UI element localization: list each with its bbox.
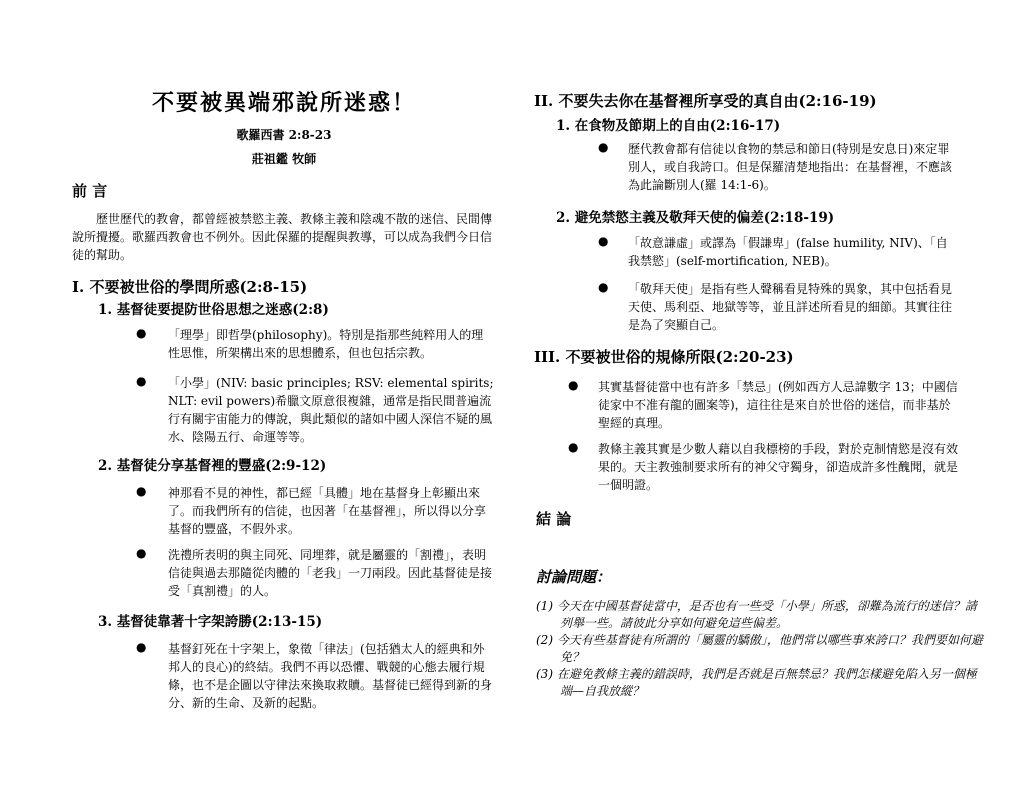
section-1-heading: I. 不要被世俗的學問所惑(2:8-15) <box>72 278 308 296</box>
section-1-1-bullet-1: 「理學」即哲學(philosophy)。特別是指那些純粹用人的理性思惟，所架構出來的思想體系，但也包括宗教。 <box>168 328 484 360</box>
section-3-heading: III. 不要被世俗的規條所限(2:20-23) <box>534 348 794 366</box>
bullet-icon: ● <box>136 546 147 560</box>
section-1-2-bullet-2: 洗禮所表明的與主同死、同埋葬，就是屬靈的「割禮」，表明信徒與過去那隨從肉體的「老我」一刀兩段。因此基督徒是接受「真割禮」的人。 <box>168 548 493 598</box>
discussion-question-1: (1) 今天在中國基督徒當中，是否也有一些受「小學」所惑，卻難為流行的迷信？請列舉一些。請彼此分享如何避免這些偏差。 <box>536 599 977 630</box>
bullet-icon: ● <box>598 234 609 248</box>
section-1-2-bullet-1: 神那看不見的神性，都已經「具體」地在基督身上彰顯出來了。而我們所有的信徒，也因著「在基督裡」，所以得以分享基督的豐盛，不假外求。 <box>168 486 487 536</box>
intro-paragraph: 歷世歷代的教會，都曾經被禁慾主義、教條主義和陰魂不散的迷信、民間傳說所攪擾。歌羅西教會也不例外。因此保羅的提醒與教導，可以成為我們今日信徒的幫助。 <box>72 212 493 262</box>
discussion-question-3: (3) 在避免教條主義的錯誤時，我們是否就是百無禁忌？我們怎樣避免陷入另一個極端—自我放縱？ <box>536 667 977 698</box>
conclusion-heading: 結 論 <box>536 510 572 528</box>
speaker-name: 莊祖鑑 牧師 <box>251 152 317 166</box>
section-1-1-heading: 1. 基督徒要提防世俗思想之迷惑(2:8) <box>98 302 329 318</box>
scripture-reference: 歌羅西書 2:8-23 <box>236 128 332 142</box>
page-title: 不要被異端邪說所迷惑！ <box>151 90 416 116</box>
section-3-bullet-2: 教條主義其實是少數人藉以自我標榜的手段，對於克制情慾是沒有效果的。天主教強制要求所有的神父守獨身，卻造成許多性醜聞，就是一個明證。 <box>598 442 959 492</box>
bullet-icon: ● <box>568 440 579 454</box>
section-2-1-heading: 1. 在食物及節期上的自由(2:16-17) <box>556 118 781 134</box>
section-1-3-heading: 3. 基督徒靠著十字架誇勝(2:13-15) <box>98 614 323 630</box>
section-2-1-bullet-1: 歷代教會都有信徒以食物的禁忌和節日(特別是安息日)來定罪別人，或自我誇口。但是保羅清楚地指出：在基督裡，不應該為此論斷別人(羅 14:1-6)。 <box>628 142 953 192</box>
bullet-icon: ● <box>598 280 609 294</box>
discussion-question-2: (2) 今天有些基督徒有所謂的「屬靈的驕傲」，他們常以哪些事來誇口？我們要如何避免？ <box>536 633 983 664</box>
bullet-icon: ● <box>136 374 147 388</box>
bullet-icon: ● <box>598 140 609 154</box>
section-1-1-bullet-2: 「小學」(NIV: basic principles; RSV: elemental spirits; NLT: evil powers)希臘文原意很複雜，通常是指民間普遍流行有關宇宙能力的傳說，與此類似的諸如中國人深信不疑的風水、陰陽五行、命運等等。 <box>168 376 494 444</box>
section-2-2-heading: 2. 避免禁慾主義及敬拜天使的偏差(2:18-19) <box>556 210 835 226</box>
section-2-2-bullet-2: 「敬拜天使」是指有些人聲稱看見特殊的異象，其中包括看見天使、馬利亞、地獄等等，並且詳述所看見的細節。其實往往是為了突顯自己。 <box>628 282 953 332</box>
bullet-icon: ● <box>568 378 579 392</box>
section-2-2-bullet-1: 「故意謙虛」或譯為「假謙卑」(false humility, NIV)、「自我禁慾」(self-mortification, NEB)。 <box>628 236 948 268</box>
section-3-bullet-1: 其實基督徒當中也有許多「禁忌」(例如西方人忌諱數字 13；中國信徒家中不准有龍的圖案等)，這往往是來自於世俗的迷信，而非基於聖經的真理。 <box>598 380 958 430</box>
bullet-icon: ● <box>136 326 147 340</box>
discussion-heading: 討論問題： <box>536 568 612 586</box>
section-1-3-bullet-1: 基督釘死在十字架上，象徵「律法」(包括猶太人的經典和外邦人的良心)的終結。我們不再以恐懼、戰競的心態去履行規條，也不是企圖以守律法來換取救贖。基督徒已經得到新的身分、新的生命、及新的起點。 <box>168 642 493 710</box>
bullet-icon: ● <box>136 484 147 498</box>
section-2-heading: II. 不要失去你在基督裡所享受的真自由(2:16-19) <box>534 92 877 110</box>
section-1-2-heading: 2. 基督徒分享基督裡的豐盛(2:9-12) <box>98 458 327 474</box>
intro-heading: 前 言 <box>72 182 108 200</box>
bullet-icon: ● <box>136 640 147 654</box>
